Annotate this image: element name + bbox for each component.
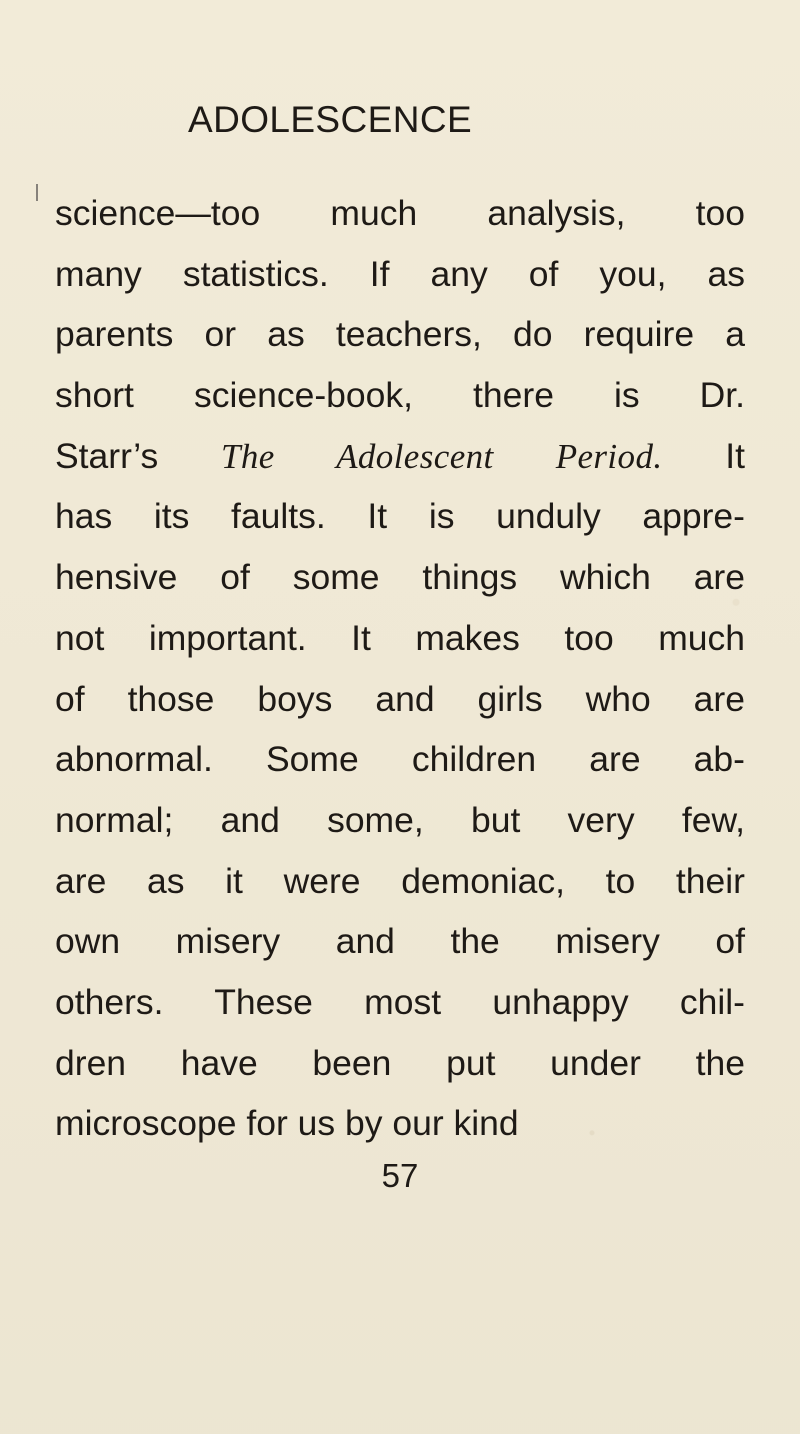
text-line: normal; and some, but very few, bbox=[55, 799, 745, 840]
text-line: not important. It makes too much bbox=[55, 617, 745, 658]
text-line: microscope for us by our kind bbox=[55, 1103, 519, 1144]
text-line: short science-book, there is Dr. bbox=[55, 375, 745, 416]
text-line: of those boys and girls who are bbox=[55, 678, 745, 719]
text-line: has its faults. It is unduly appre- bbox=[55, 496, 745, 537]
body-text bbox=[55, 189, 745, 1160]
running-head: ADOLESCENCE bbox=[188, 99, 473, 140]
text-line-suffix: It bbox=[725, 435, 745, 476]
margin-mark bbox=[36, 184, 38, 201]
text-line: science—too much analysis, too bbox=[55, 193, 745, 233]
text-line-prefix: Starr’s bbox=[55, 435, 221, 476]
text-line: others. These most unhappy chil- bbox=[55, 981, 745, 1022]
text-line: parents or as teachers, do require a bbox=[55, 314, 745, 355]
text-line: are as it were demoniac, to their bbox=[55, 860, 745, 901]
text-line: abnormal. Some children are ab- bbox=[55, 739, 745, 780]
text-line: own misery and the misery of bbox=[55, 921, 745, 962]
text-line: hensive of some things which are bbox=[55, 557, 745, 598]
page-number: 57 bbox=[381, 1157, 419, 1194]
text-line: many statistics. If any of you, as bbox=[55, 253, 745, 294]
text-line bbox=[55, 432, 745, 493]
book-title: The Adolescent Period. bbox=[221, 436, 663, 476]
text-line: dren have been put under the bbox=[55, 1042, 745, 1083]
